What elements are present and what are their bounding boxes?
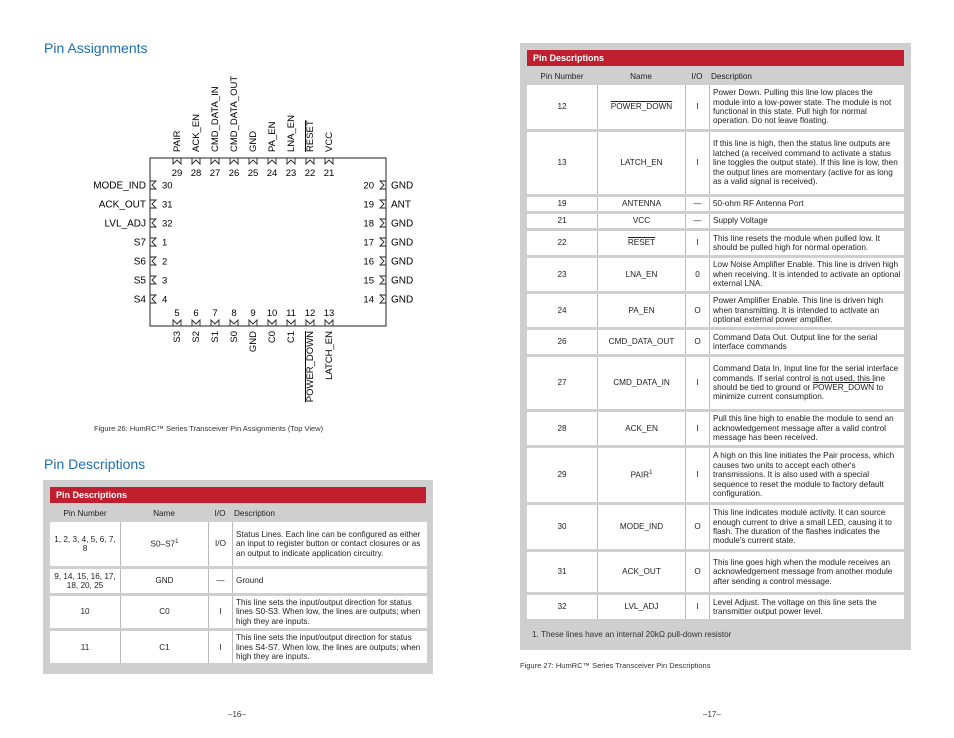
table-row	[527, 214, 904, 228]
pin-number: 9	[250, 308, 256, 319]
pin-label: RESET	[305, 120, 316, 152]
pin-name: S0–S7	[150, 540, 176, 550]
pin-notch	[380, 181, 386, 189]
table-row	[50, 569, 427, 593]
pin-number: 8	[231, 308, 237, 319]
table-row	[527, 412, 904, 445]
pin-notch	[325, 158, 333, 164]
pin-number-cell: 27	[527, 357, 597, 409]
description-text: This line goes high when the module receives an acknowledgement message from another module after sending a control message.	[713, 557, 893, 586]
pin-label: CMD_DATA_IN	[210, 86, 221, 152]
io-cell: O	[685, 294, 709, 327]
description-cell	[709, 448, 904, 502]
pin-number: 13	[323, 308, 335, 319]
pin-notch	[287, 158, 295, 164]
page-number-left: –16–	[228, 710, 246, 719]
name-cell	[597, 595, 685, 619]
table-row	[50, 596, 427, 628]
pin-number: 18	[363, 218, 374, 230]
pin-number-cell: 19	[527, 197, 597, 211]
pin-label: POWER_DOWN	[305, 331, 316, 403]
pin-label: GND	[248, 130, 259, 152]
pin-number: 19	[363, 199, 374, 211]
pin-number: 32	[162, 218, 173, 230]
pin-name: VCC	[632, 216, 651, 226]
table-row	[50, 631, 427, 663]
pin-number: 1	[162, 237, 168, 249]
description-cell	[232, 631, 427, 663]
io-cell: —	[685, 214, 709, 228]
col-description: Description	[234, 508, 275, 518]
pin-number: 22	[304, 168, 316, 179]
io-cell: I	[685, 595, 709, 619]
pin-name: CMD_DATA_OUT	[608, 337, 675, 347]
pin-name: POWER_DOWN	[610, 102, 673, 112]
pin-number: 27	[209, 168, 221, 179]
description-text: If this line is high, then the status line outputs are latched (a received command to activate a status line toggles the output state). If this line is low, then the output lines are momentary (active for as long as a valid signal is received).	[713, 139, 898, 187]
table-title: Pin Descriptions	[50, 487, 426, 503]
pin-assignments-heading: Pin Assignments	[44, 40, 148, 56]
pin-label: CMD_DATA_OUT	[229, 75, 240, 152]
col-pin-number: Pin Number	[540, 71, 584, 81]
description-text: Power Amplifier Enable. This line is driven high when transmitting. It is intended to activate an optional external power amplifier.	[713, 296, 884, 325]
pin-notch	[380, 257, 386, 265]
pin-name: PA_EN	[628, 305, 655, 315]
description-cell	[709, 412, 904, 445]
pin-notch	[230, 158, 238, 164]
table-title: Pin Descriptions	[527, 50, 904, 66]
pin-label: PAIR	[172, 130, 183, 152]
pin-label: LNA_EN	[286, 115, 297, 152]
pin-name: PAIR	[630, 471, 650, 481]
pin-notch	[211, 320, 219, 326]
description-text: This line sets the input/output direction for status lines S0-S3. When low, the lines are outputs; when high they are inputs.	[236, 598, 421, 626]
description-text: Pull this line high to enable the module to send an acknowledgement message after a valid control message has been received.	[713, 414, 894, 443]
pin-label: VCC	[324, 131, 335, 152]
pin-notch	[380, 295, 386, 303]
pin-name: RESET	[627, 238, 656, 248]
pin-number-cell: 29	[527, 448, 597, 502]
io-cell: I	[685, 132, 709, 194]
pin-notch	[173, 158, 181, 164]
pin-notch	[325, 320, 333, 326]
description-text: This line sets the input/output direction for status lines S4-S7. When low, the lines are outputs; when high they are inputs.	[236, 633, 421, 662]
pin-label: ACK_EN	[191, 113, 202, 152]
pin-name: CMD_DATA_IN	[613, 378, 670, 388]
description-cell	[709, 505, 904, 549]
pin-number: 14	[363, 294, 374, 306]
description-text: Supply Voltage	[713, 216, 768, 226]
pin-label: S1	[210, 331, 221, 343]
table-row	[527, 132, 904, 194]
pin-number-cell: 12	[527, 85, 597, 129]
name-cell	[120, 631, 208, 663]
pin-number-cell: 31	[527, 552, 597, 592]
description-cell	[709, 214, 904, 228]
pin-label: ACK_OUT	[98, 199, 146, 211]
table-row	[527, 294, 904, 327]
col-io: I/O	[214, 508, 226, 518]
description-text: to minimize current consumption.	[713, 383, 884, 402]
name-cell	[120, 569, 208, 593]
pin-label: S2	[191, 331, 202, 343]
io-cell: I	[685, 448, 709, 502]
io-cell: I	[208, 631, 232, 663]
pin-label: GND	[248, 331, 259, 353]
col-io: I/O	[691, 71, 703, 81]
col-pin-number: Pin Number	[63, 508, 107, 518]
io-cell: I	[208, 596, 232, 628]
pin-number-cell: 23	[527, 258, 597, 291]
pin-label: LATCH_EN	[324, 331, 335, 380]
name-cell	[597, 132, 685, 194]
pin-number: 12	[304, 308, 316, 319]
pin-label: ANT	[391, 199, 411, 211]
pin-label: S3	[172, 331, 183, 343]
pin-name: MODE_IND	[619, 522, 664, 532]
description-cell	[232, 569, 427, 593]
col-description: Description	[711, 71, 752, 81]
pin-notch	[230, 320, 238, 326]
pin-number: 15	[363, 275, 374, 287]
pin-number-cell: 13	[527, 132, 597, 194]
footnote: 1. These lines have an internal 20kΩ pull-down resistor	[532, 630, 732, 639]
pin-number-cell: 32	[527, 595, 597, 619]
pin-number: 25	[247, 168, 259, 179]
name-cell	[597, 357, 685, 409]
description-cell	[709, 330, 904, 354]
col-name: Name	[153, 508, 175, 518]
pin-number: 7	[212, 308, 218, 319]
io-cell: —	[685, 197, 709, 211]
pin-name: C1	[159, 642, 170, 652]
name-cell	[597, 85, 685, 129]
pin-number-cell: 24	[527, 294, 597, 327]
footnote-ref: 1	[175, 539, 179, 546]
description-text: Level Adjust. The voltage on this line sets the transmitter output power level.	[713, 597, 877, 616]
pin-label: GND	[391, 218, 414, 230]
col-name: Name	[630, 71, 652, 81]
pin-notch	[150, 276, 156, 284]
description-cell	[709, 231, 904, 255]
pin-label: GND	[391, 237, 414, 249]
table-row	[527, 552, 904, 592]
table-row	[527, 258, 904, 291]
pin-notch	[150, 181, 156, 189]
description-cell	[709, 294, 904, 327]
left-pin-descriptions-table	[43, 480, 433, 674]
io-cell: I	[685, 357, 709, 409]
name-cell	[120, 522, 208, 566]
io-cell: I	[685, 412, 709, 445]
pin-number-cell: 9, 14, 15, 16, 17, 18, 20, 25	[50, 569, 120, 593]
pin-number: 16	[363, 256, 374, 268]
pin-name: GND	[155, 576, 174, 586]
name-cell	[597, 412, 685, 445]
description-text: Ground	[236, 576, 264, 586]
name-cell	[597, 294, 685, 327]
pin-number-cell: 30	[527, 505, 597, 549]
pin-name: LVL_ADJ	[624, 602, 659, 612]
description-cell	[709, 132, 904, 194]
pin-notch	[150, 219, 156, 227]
pin-notch	[287, 320, 295, 326]
pin-number: 2	[162, 256, 168, 268]
pin-label: MODE_IND	[93, 180, 146, 192]
pin-number: 26	[228, 168, 240, 179]
name-cell	[597, 231, 685, 255]
pin-descriptions-heading: Pin Descriptions	[44, 456, 146, 472]
pin-number: 10	[266, 308, 278, 319]
description-cell	[709, 258, 904, 291]
pin-label: S4	[133, 294, 146, 306]
pin-notch	[380, 219, 386, 227]
pin-number: 3	[162, 275, 168, 287]
io-cell: I	[685, 231, 709, 255]
pin-notch	[249, 158, 257, 164]
pin-number-cell: 28	[527, 412, 597, 445]
figure-27-caption: Figure 27: HumRC™ Series Transceiver Pin Descriptions	[520, 661, 711, 670]
description-text: This line resets the module when pulled low. It should be pulled high for normal operation.	[713, 233, 881, 252]
pin-number: 11	[286, 308, 296, 319]
pin-number: 23	[285, 168, 297, 179]
page-number-right: –17–	[703, 710, 721, 719]
name-cell	[597, 197, 685, 211]
figure-26-caption: Figure 26: HumRC™ Series Transceiver Pin Assignments (Top View)	[94, 424, 324, 433]
pin-number: 24	[266, 168, 278, 179]
pin-label: LVL_ADJ	[104, 218, 146, 230]
pin-name: C0	[159, 607, 170, 617]
pin-number: 6	[193, 308, 199, 319]
pin-label: GND	[391, 256, 414, 268]
pin-number: 17	[363, 237, 374, 249]
description-text: Status Lines. Each line can be configured as either an input to register button or contact closures or as an output to indicate application circuitry.	[236, 529, 421, 558]
pin-name: ACK_EN	[625, 423, 658, 433]
name-cell	[597, 330, 685, 354]
pin-label: S7	[133, 237, 146, 249]
pin-notch	[268, 320, 276, 326]
pin-label: GND	[391, 275, 414, 287]
pin-notch	[192, 158, 200, 164]
pin-number: 4	[162, 294, 168, 306]
table-row	[50, 522, 427, 566]
description-overline-text: POWER_DOWN	[812, 383, 875, 392]
description-text: This line indicates module activity. It can source enough current to drive a small LED, causing it to flash. The duration of the flashes indicates the module's current state.	[713, 508, 892, 546]
pin-name: ANTENNA	[621, 199, 662, 209]
description-cell	[232, 596, 427, 628]
left-table	[50, 504, 427, 666]
pin-number: 30	[162, 180, 173, 192]
table-row	[527, 505, 904, 549]
pin-notch	[150, 295, 156, 303]
pin-notch	[380, 238, 386, 246]
description-cell	[709, 552, 904, 592]
io-cell: I/O	[208, 522, 232, 566]
description-cell	[709, 85, 904, 129]
description-text: 50-ohm RF Antenna Port	[713, 199, 804, 209]
pin-number: 31	[162, 199, 173, 211]
pin-number: 21	[323, 168, 335, 179]
description-text: Command Data Out. Output line for the serial interface commands	[713, 332, 878, 351]
io-cell: O	[685, 330, 709, 354]
pin-number: 5	[174, 308, 180, 319]
table-row	[527, 357, 904, 409]
pin-name: LNA_EN	[625, 269, 658, 279]
pin-notch	[211, 158, 219, 164]
io-cell: —	[208, 569, 232, 593]
chip-outline	[150, 158, 386, 326]
pin-number-cell: 11	[50, 631, 120, 663]
pin-number: 28	[190, 168, 202, 179]
pin-notch	[150, 257, 156, 265]
description-cell	[709, 357, 904, 409]
name-cell	[597, 214, 685, 228]
pin-notch	[306, 158, 314, 164]
io-cell: O	[685, 505, 709, 549]
pin-notch	[249, 320, 257, 326]
description-cell	[232, 522, 427, 566]
description-text: Power Down. Pulling this line low places the module into a low-power state. The module is not functional in this state. Pull high for normal operation. Do not leave floating.	[713, 88, 892, 126]
io-cell: 0	[685, 258, 709, 291]
pin-name: ACK_OUT	[622, 567, 661, 577]
description-text: Command Data In. Input line for the serial interface commands. If serial control is not used, this line should be tied to ground or	[713, 364, 899, 392]
pin-number: 29	[171, 168, 183, 179]
pin-number-cell: 22	[527, 231, 597, 255]
description-text: Low Noise Amplifier Enable. This line is driven high when receiving. It is intended to activate an optional external LNA.	[713, 260, 901, 289]
table-row	[527, 197, 904, 211]
pin-label: S6	[133, 256, 146, 268]
pin-label: S0	[229, 331, 240, 343]
pin-notch	[380, 276, 386, 284]
table-row	[527, 85, 904, 129]
pin-label: C1	[286, 331, 297, 344]
pin-label: C0	[267, 331, 278, 344]
name-cell	[597, 448, 685, 502]
table-row	[527, 448, 904, 502]
io-cell: I	[685, 85, 709, 129]
io-cell: O	[685, 552, 709, 592]
name-cell	[120, 596, 208, 628]
description-cell	[709, 595, 904, 619]
pin-label: PA_EN	[267, 121, 278, 152]
pin-number-cell: 10	[50, 596, 120, 628]
table-row	[527, 330, 904, 354]
pin-notch	[173, 320, 181, 326]
pin-notch	[150, 238, 156, 246]
pin-label: GND	[391, 294, 414, 306]
name-cell	[597, 552, 685, 592]
pin-notch	[268, 158, 276, 164]
pin-name: LATCH_EN	[620, 158, 663, 168]
description-text: A high on this line initiates the Pair process, which causes two units to accept each other's transmissions. It is also used with a special sequence to reset the module to factory default configuration.	[713, 451, 895, 499]
table-row	[527, 595, 904, 619]
name-cell	[597, 505, 685, 549]
pin-notch	[380, 200, 386, 208]
pin-label: S5	[133, 275, 146, 287]
table-row	[527, 231, 904, 255]
pin-label: GND	[391, 180, 414, 192]
right-table	[527, 67, 904, 622]
pin-notch	[192, 320, 200, 326]
pin-number: 20	[363, 180, 374, 192]
pin-number-cell: 26	[527, 330, 597, 354]
name-cell	[597, 258, 685, 291]
pin-number-cell: 1, 2, 3, 4, 5, 6, 7, 8	[50, 522, 120, 566]
pin-number-cell: 21	[527, 214, 597, 228]
pin-notch	[306, 320, 314, 326]
right-pin-descriptions-table	[520, 43, 911, 650]
pin-notch	[150, 200, 156, 208]
description-cell	[709, 197, 904, 211]
footnote-ref: 1	[649, 470, 653, 477]
